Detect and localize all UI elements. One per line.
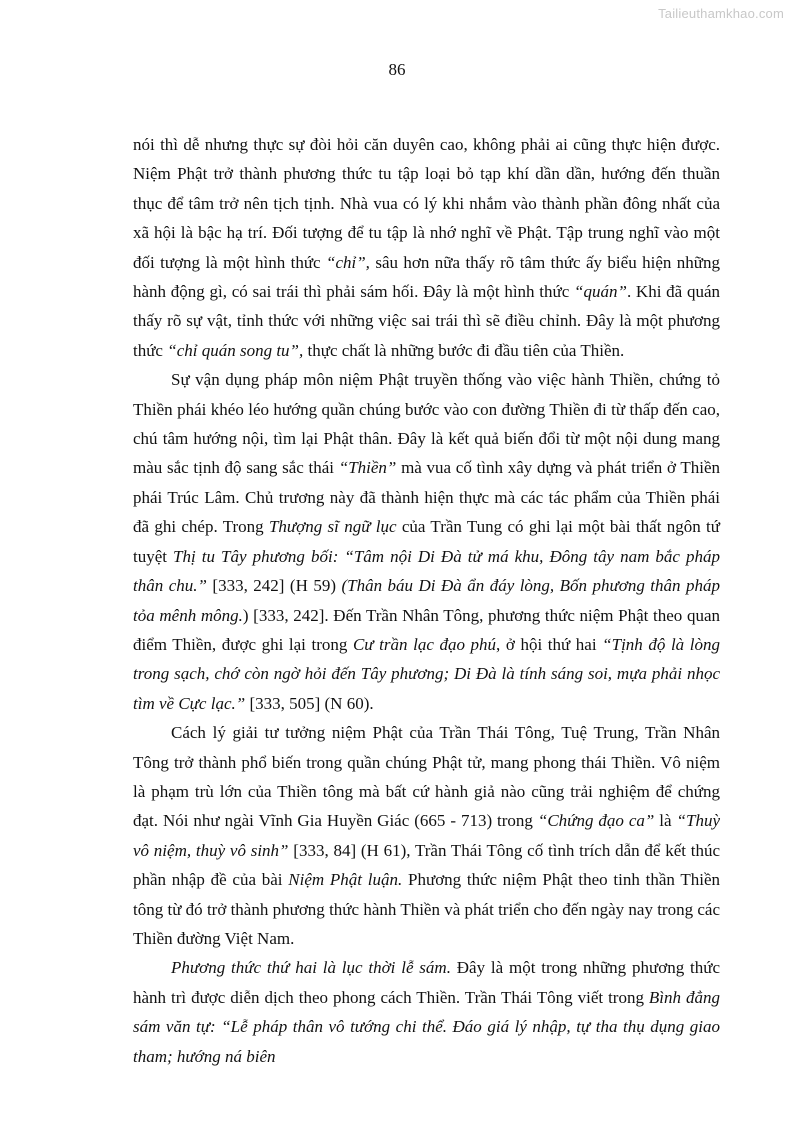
text-segment: , ở hội thứ hai [496,634,603,654]
text-segment: Phương thức niệm Phật theo tinh thần Thiền tông từ đó trở thành phương thức hành Thiền và phát triển cho đến ngày nay trong các Thiền đường Việt Nam. [133,870,721,948]
italic-text: (Thân báu Di Đà ẩn đáy lòng, Bốn phương thân pháp tỏa mênh mông. [133,576,720,625]
paragraph [133,365,720,718]
italic-text: Thượng sĩ ngữ lục [268,517,397,537]
italic-text: Bình đẳng sám văn tự: “Lễ pháp thân vô tướng chi thể. Đáo giá lý nhập, tự tha thụ dụng giao tham; hướng ná biên [133,987,720,1066]
paragraph [133,718,720,953]
text-segment: [333, 242] (H 59) [206,576,342,596]
text-segment: Đây là một trong những phương thức hành trì được diễn dịch theo phong cách Thiền. Trần Thái Tông viết trong [133,958,720,1007]
paragraph [133,130,720,365]
text-segment: sâu hơn nữa thấy rõ tâm thức ấy biểu hiện những hành động gì, có sai trái thì phải sám hối. Đây là một hình thức [133,252,720,302]
text-segment: thực chất là những bước đi đầu tiên của Thiền. [303,340,625,360]
text-segment: của Trần Tung có ghi lại một bài thất ngôn tứ tuyệt [133,517,720,566]
italic-text: “Chứng đạo ca” [537,811,655,831]
italic-text: “Thuỳ vô niệm, thuỳ vô sinh” [133,811,720,860]
italic-text: Thị tu Tây phương bối: “Tâm nội Di Đà tử má khu, Đông tây nam bắc pháp thân chu.” [133,546,720,596]
italic-text: Niệm Phật luận. [288,870,403,890]
page-number: 86 [388,60,406,79]
italic-text: Cư trần lạc đạo phú [352,634,497,654]
italic-text: “Tịnh độ là lòng trong sạch, chớ còn ngờ hỏi đến Tây phương; Di Đà là tính sáng soi, mựa phải nhọc tìm về Cực lạc.” [133,634,720,713]
text-segment: nói thì dễ nhưng thực sự đòi hỏi căn duyên cao, không phải ai cũng thực hiện được. Niệm Phật trở thành phương thức tu tập loại bỏ tạp khí dần dần, hướng đến thuần thục để tâm trở nên tịch tịnh. Nhà vua có lý khi nhắm vào thành phần đông nhất của xã hội là bậc hạ trí. Đối tượng để tu tập là nhớ nghĩ về Phật. Tập trung nghĩ vào một đối tượng là một hình thức [133,135,720,272]
paragraph [133,953,720,1071]
text-segment: . Khi đã quán thấy rõ sự vật, tỉnh thức với những việc sai trái thì sẽ điều chỉnh. Đây là một phương thức [133,282,720,360]
italic-text: “quán” [574,282,627,302]
document-body [133,130,720,1071]
text-segment: Cách lý giải tư tưởng niệm Phật của Trần Thái Tông, Tuệ Trung, Trần Nhân Tông trở thành phổ biến trong quần chúng Phật tử, mang phong thái Thiền. Vô niệm là phạm trù lớn của Thiền tông mà bất cứ hành giả nào cũng trải nghiệm để chứng đạt. Nói như ngài Vĩnh Gia Huyền Giác (665 - 713) trong [133,723,720,831]
italic-text: “Thiền” [338,458,397,478]
text-segment: [333, 505] (N 60). [245,693,374,713]
italic-text: Phương thức thứ hai là lục thời lễ sám. [171,958,451,978]
text-segment: mà vua cố tình xây dựng và phát triển ở Thiền phái Trúc Lâm. Chủ trương này đã thành hiện thực mà các tác phẩm của Thiền phái đã ghi chép. Trong [133,458,721,537]
watermark: Tailieuthamkhao.com [658,6,784,21]
text-segment: Sự vận dụng pháp môn niệm Phật truyền thống vào việc hành Thiền, chứng tỏ Thiền phái khéo léo hướng quần chúng bước vào con đường Thiền đi từ thấp đến cao, chú tâm hướng nội, tìm lại Phật thân. Đây là kết quả biến đổi từ một nội dung mang màu sắc tịnh độ sang sắc thái [133,370,720,478]
italic-text: “chỉ”, [326,252,370,272]
text-segment: ) [333, 242]. Đến Trần Nhân Tông, phương thức niệm Phật theo quan điểm Thiền, được ghi lại trong [133,605,720,654]
text-segment: [333, 84] (H 61), Trần Thái Tông cố tình trích dẫn để kết thúc phần nhập đề của bài [133,840,721,890]
italic-text: “chỉ quán song tu”, [167,340,304,360]
text-segment: là [654,811,677,831]
